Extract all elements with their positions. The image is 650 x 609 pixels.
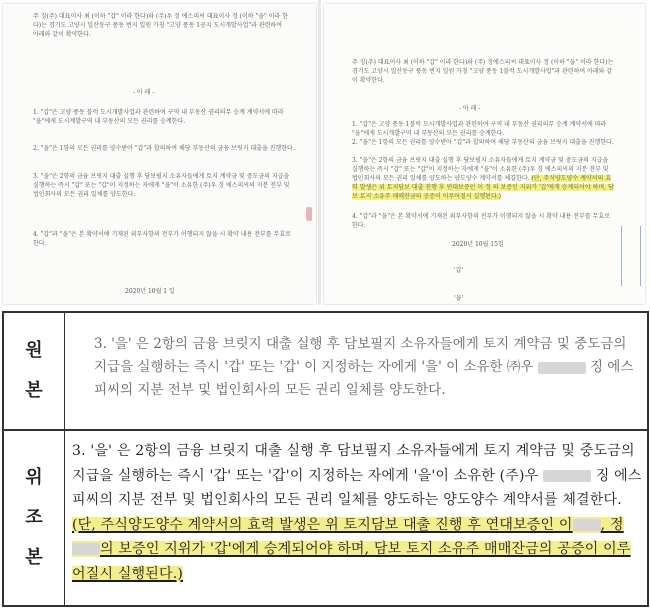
original-document-scan <box>3 4 316 304</box>
scan-center-heading: - 아 래 - <box>459 105 481 112</box>
scan-item-4: 4. "갑"과 "을"은 본 확약서에 기재된 외부사항의 전부가 이행되지 않을 시 확약 내용 전부를 무효로 한다. <box>352 213 610 229</box>
signature-eul: '을' <box>454 295 464 302</box>
scan-item-1: 1. "갑"은 고양 풍동 1블럭 도시개발사업과 관련하여 구역 내 부동산 권리의무 승계 계약서에 따라 "을"에게 도시개발구역 내 부동산의 모든 권리를 승계한다. <box>352 121 607 137</box>
scan-item-1: 1. "갑"은 고양 풍동 블럭 도시개발사업과 관련하여 구역 내 부동산 권리의무 승계 계약서에 따라 "을"에게 도시계발구역 내 부동산의 모든 권리를 승계한다. <box>33 109 284 125</box>
redacted-name <box>72 543 100 555</box>
scan-date: 2020년 10월 1 일 <box>125 288 175 295</box>
scan-highlighted-clause: (단, 주식양도양수 계약서의 효력 발생은 위 토지담보 대출 진행 후 연대보증인 이 정 의 보증인 지위가 '갑'에게 승계되어야 하며, 담보 토지 소유주 매매잔금의 공증이 이루어질시 실행된다.) <box>352 175 614 200</box>
scan-date: 2020년 10월 15일 <box>452 241 504 248</box>
scan-item-3: 3. "을"은 2항의 금융 브릿지 대출 실행 후 담보필지 소유자들에게 토지 계약금 및 중도금의 지급을 실행하는 즉시 "갑" 또는 "갑"이 지정하는 자에게 "을"이 소유한 (주)우 징 에스피씨의 지분 전부 및 법인회사의 모든 권리 일체를 양도한다. <box>33 173 290 198</box>
signature-gap: '갑' <box>454 267 464 274</box>
scan-item-3 <box>352 156 614 201</box>
forged-text-cell <box>64 431 647 605</box>
forged-clause-text: 3. '을' 은 2항의 금융 브릿지 대출 실행 후 담보필지 소유자들에게 토지 계약금 및 중도금의 지급을 실행하는 즉시 '갑' 또는 '갑'이 지정하는 자에게 '을'이 소유한 (주)우 징 에스피씨의 지분 전부 및 법인회사의 모든 권리 일체를 양도하는 양도양수 계약서를 체결한다. (단, 주식양도양수 계약서의 효력 발생은 위 토지담보 대출 진행 후 연대보증인 이 , 정의 보증인 지위가 '갑'에게 승계되어야 하며, 담보 토지 소유주 매매잔금의 공증이 이루어질시 실행된다.) <box>72 443 642 582</box>
blue-tab-marker <box>621 226 641 286</box>
original-text-cell <box>64 313 647 429</box>
scan-item-4: 4. "갑"과 "을"은 본 확약서에 기재된 외부사항의 전부가 이행되지 않을 시 확약 내용 전부를 무효로 한다. <box>33 231 291 247</box>
scan-intro-text: 주 징(주) 대표이사 최 (이하 "갑" 이라 한다)와 (주) 징에스피씨 대표이사 정 (이하 "을" 이라 한다)는 경기도 고양시 일산동구 풍동 번지 일원 가칭 "고양 풍동 1블럭 도시개발사업"과 관련하여 아래와 같이 확약한다. <box>352 59 614 84</box>
redacted-name <box>573 519 601 531</box>
original-clause-text: 3. '을' 은 2항의 금융 브릿지 대출 실행 후 담보필지 소유자들에게 토지 계약금 및 중도금의 지급을 실행하는 즉시 '갑' 또는 '갑' 이 지정하는 자에게 '을' 이 소유한 ㈜우 징 에스피씨의 지분 전부 및 법인회사의 모든 권리 일체를 양도한다. <box>94 336 634 398</box>
scan-item-2: 2. "을"은 1항의 모든 권리를 양수받아 "갑"과 합의하여 해당 부동산의 금융 브릿지 대출을 진행한다. <box>352 139 614 146</box>
page-divider <box>318 0 321 305</box>
seal-stamp <box>306 207 312 221</box>
redacted-name <box>538 362 586 374</box>
original-label: 원 본 <box>4 313 65 429</box>
forged-document-scan <box>324 4 645 304</box>
highlighted-inserted-clause: (단, 주식양도양수 계약서의 효력 발생은 위 토지담보 대출 진행 후 연대보증인 이 , 정의 보증인 지위가 '갑'에게 승계되어야 하며, 담보 토지 소유주 매매잔금의 공증이 이루어질시 실행된다.) <box>72 516 631 582</box>
scan-item-3-text: 3. "을"은 2항의 금융 브릿지 대출 실행 후 담보필지 소유자들에게 토지 계약금 및 중도금의 지급을 실행하는 즉시 "갑" 또는 "갑"이 지정하는 자에게 "을"이 소유한 (주)우 징 에스피씨의 지분 전부 및 법인회사의 모든 권리 일체를 양도하는 양도양수 계약서를 체결한다. <box>352 157 609 182</box>
original-row <box>4 313 647 431</box>
comparison-table <box>2 311 649 607</box>
forged-label: 위 조 본 <box>4 431 65 605</box>
scan-center-heading: - 아 래 - <box>133 89 155 96</box>
scan-intro-text: 주 징(주) 대표이사 최 (이하 "갑" 이라 한다)와 (주)우 징 에스피씨 대표이사 정 (이하 "을" 이라 한다)는 경기도 고양시 일산동구 풍동 번지 일원 가칭 "고양 풍동 1공지 도시개발사업"과 관련하여 아래와 같이 확약한다. <box>33 13 289 38</box>
scan-item-2: 2. "을"은 1항의 모든 권리를 양수받아 "갑"과 합의하여 해당 부동산의 금융 브릿지 대출을 진행한다. <box>33 145 295 152</box>
forged-row <box>4 431 647 605</box>
redacted-name <box>543 470 591 482</box>
